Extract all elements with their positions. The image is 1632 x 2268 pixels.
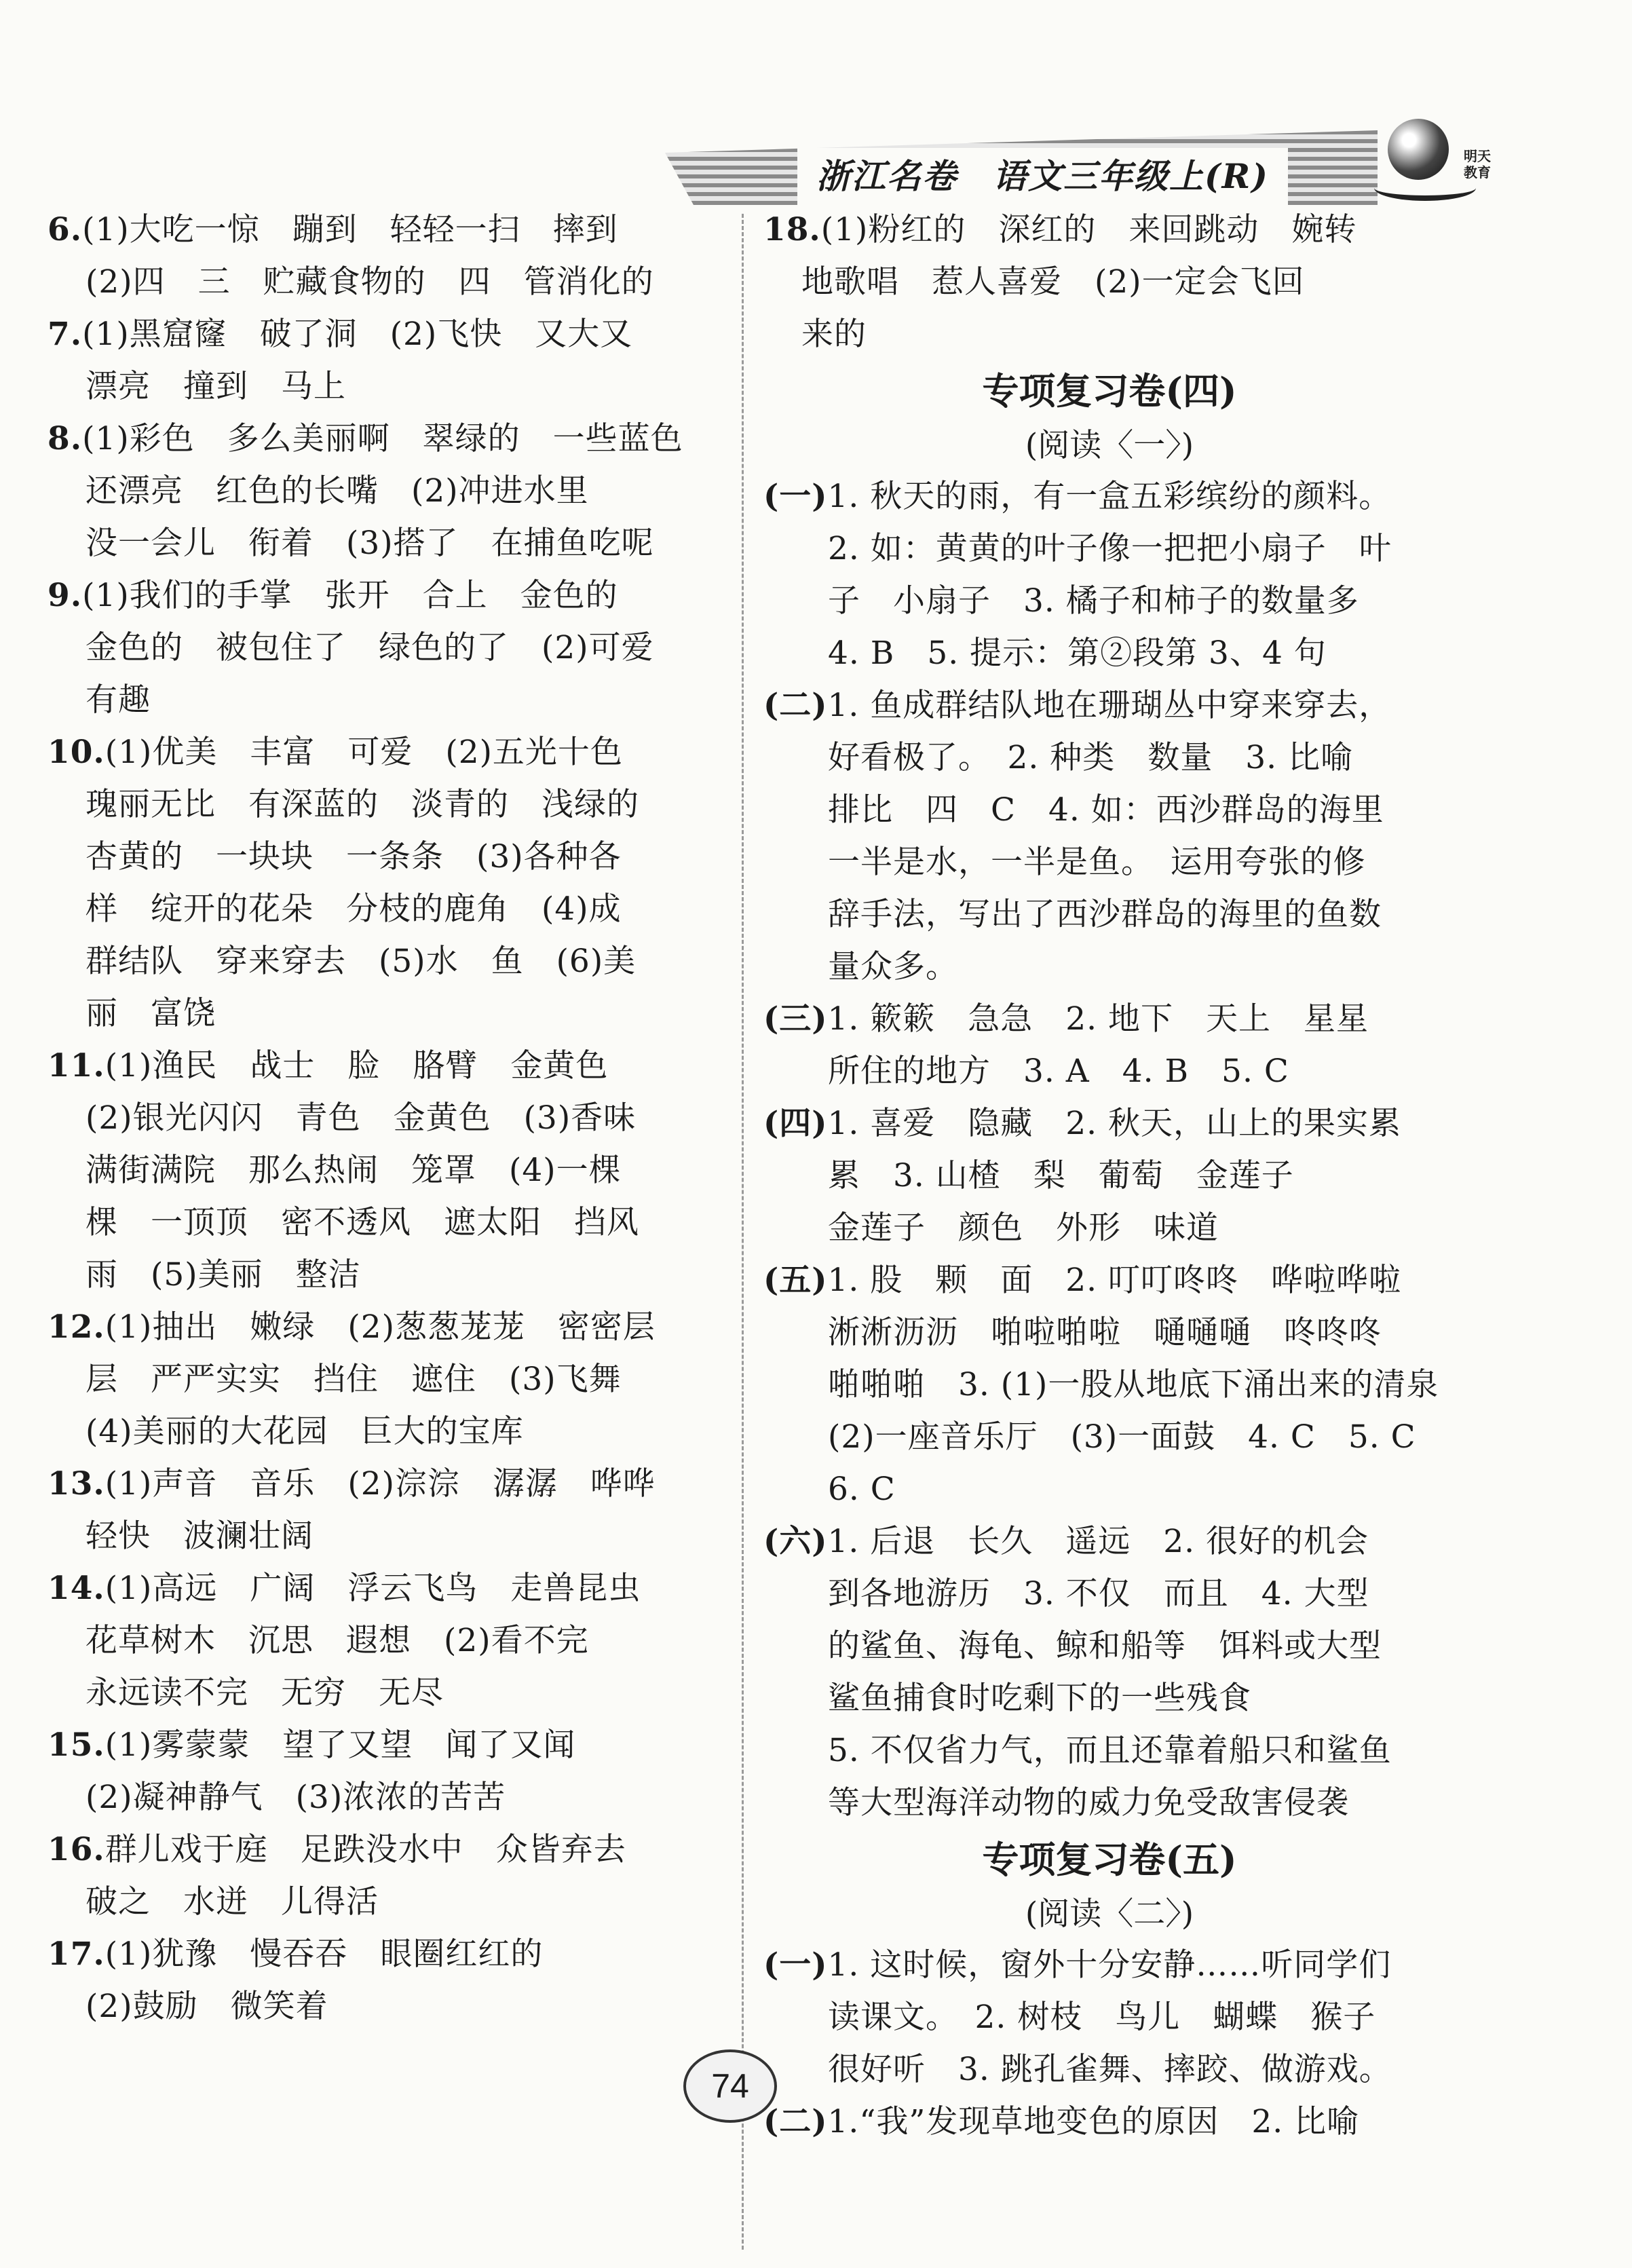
question-number: 6.	[48, 211, 83, 248]
question-number: (五)	[763, 1262, 828, 1299]
logo-ball-icon	[1388, 119, 1449, 180]
answer-text: 永远读不完 无穷 无尽	[86, 1674, 444, 1712]
question-number: (三)	[763, 1000, 828, 1038]
answer-line	[48, 1092, 706, 1144]
answer-line	[763, 1939, 1456, 1991]
answer-line	[763, 888, 1456, 941]
answer-line	[763, 1620, 1456, 1672]
answer-line	[48, 1823, 706, 1876]
answer-text: 1.“我”发现草地变色的原因 2. 比喻	[827, 2103, 1360, 2140]
question-number: 9.	[48, 577, 83, 614]
answer-line	[48, 204, 706, 256]
question-number: (六)	[763, 1523, 828, 1560]
answer-line	[48, 413, 706, 465]
answer-text: 满街满院 那么热闹 笼罩 (4)一棵	[86, 1152, 622, 1189]
answer-line	[48, 1405, 706, 1458]
answer-text: 有趣	[86, 681, 151, 719]
answer-line	[48, 1510, 706, 1562]
answer-line	[763, 1777, 1456, 1829]
answer-text: 没一会儿 衔着 (3)搭了 在捕鱼吃呢	[86, 525, 654, 562]
answer-text: 层 严严实实 挡住 遮住 (3)飞舞	[86, 1361, 622, 1398]
answer-line	[48, 622, 706, 674]
answer-line	[763, 1306, 1456, 1359]
answer-text: 2. 如：黄黄的叶子像一把把小扇子 叶	[828, 530, 1392, 567]
answer-line	[763, 1411, 1456, 1463]
question-number: 16.	[48, 1831, 105, 1868]
left-column	[48, 204, 706, 2033]
answer-text: 所住的地方 3. A 4. B 5. C	[828, 1053, 1289, 1090]
answer-line	[763, 784, 1456, 836]
question-number: 15.	[48, 1726, 105, 1764]
answer-text: 5. 不仅省力气，而且还靠着船只和鲨鱼	[828, 1732, 1392, 1769]
answer-line	[763, 1150, 1456, 1202]
answer-text: (1)彩色 多么美丽啊 翠绿的 一些蓝色	[82, 420, 683, 457]
answer-line	[48, 256, 706, 308]
answer-line	[48, 831, 706, 883]
answer-text: (1)犹豫 慢吞吞 眼圈红红的	[105, 1935, 544, 1973]
answer-text: 辞手法，写出了西沙群岛的海里的鱼数	[828, 896, 1382, 933]
question-number: 14.	[48, 1570, 105, 1607]
question-number: 17.	[48, 1935, 105, 1973]
answer-line	[763, 1045, 1456, 1097]
answer-text: (1)高远 广阔 浮云飞鸟 走兽昆虫	[105, 1570, 641, 1607]
answer-text: 1. 股 颗 面 2. 叮叮咚咚 哗啦哗啦	[827, 1262, 1402, 1299]
answer-text: 金莲子 颜色 外形 味道	[828, 1209, 1219, 1247]
answer-text: 雨 (5)美丽 整洁	[86, 1256, 361, 1293]
section-subtitle: (阅读〈一〉)	[1025, 427, 1194, 464]
answer-text: (1)大吃一惊 蹦到 轻轻一扫 摔到	[82, 211, 618, 248]
answer-line	[48, 308, 706, 360]
answer-line	[763, 1097, 1456, 1150]
answer-text: 花草树木 沉思 遐想 (2)看不完	[86, 1622, 589, 1659]
answer-text: 杏黄的 一块块 一条条 (3)各种各	[86, 838, 622, 875]
answer-line	[763, 308, 1456, 360]
question-number: (四)	[763, 1105, 828, 1142]
answer-line	[763, 470, 1456, 523]
question-number: 7.	[48, 316, 83, 353]
answer-text: 啪啪啪 3. (1)一股从地底下涌出来的清泉	[828, 1366, 1439, 1403]
answer-line	[48, 517, 706, 569]
answer-text: 还漂亮 红色的长嘴 (2)冲进水里	[86, 472, 589, 510]
question-number: (二)	[763, 687, 828, 724]
answer-line	[48, 1614, 706, 1667]
answer-text: 读课文。 2. 树枝 鸟儿 蝴蝶 猴子	[828, 1999, 1376, 2036]
answer-text: 等大型海洋动物的威力免受敌害侵袭	[828, 1784, 1349, 1821]
answer-text: 的鲨鱼、海龟、鲸和船等 饵料或大型	[828, 1627, 1382, 1665]
answer-text: 一半是水，一半是鱼。 运用夸张的修	[828, 844, 1366, 881]
answer-text: 1. 这时候，窗外十分安静……听同学们	[827, 1946, 1392, 1984]
answer-line	[48, 1144, 706, 1196]
answer-text: (2)鼓励 微笑着	[86, 1988, 328, 2025]
answer-line	[763, 1515, 1456, 1568]
answer-line	[48, 1040, 706, 1092]
answer-text: 1. 鱼成群结队地在珊瑚丛中穿来穿去，	[827, 687, 1392, 724]
question-number: (一)	[763, 1946, 828, 1984]
answer-line	[48, 1719, 706, 1771]
answer-line	[48, 1667, 706, 1719]
answer-line	[48, 1876, 706, 1928]
question-number: 10.	[48, 734, 105, 771]
answer-text: 1. 簌簌 急急 2. 地下 天上 星星	[827, 1000, 1369, 1038]
answer-line	[763, 204, 1456, 256]
question-number: 12.	[48, 1308, 105, 1346]
answer-line	[763, 941, 1456, 993]
answer-text: 群儿戏于庭 足跌没水中 众皆弃去	[105, 1831, 626, 1868]
answer-text: 量众多。	[828, 948, 958, 985]
answer-line	[48, 465, 706, 517]
answer-text: 样 绽开的花朵 分枝的鹿角 (4)成	[86, 890, 622, 928]
answer-line	[763, 575, 1456, 627]
answer-line	[763, 1359, 1456, 1411]
page-header	[651, 102, 1520, 217]
answer-text: 子 小扇子 3. 橘子和柿子的数量多	[828, 582, 1359, 620]
answer-line	[48, 1196, 706, 1249]
answer-text: 漂亮 撞到 马上	[86, 368, 346, 405]
answer-line	[48, 987, 706, 1040]
answer-text: 累 3. 山楂 梨 葡萄 金莲子	[828, 1157, 1294, 1194]
answer-line	[48, 1353, 706, 1405]
answer-text: 排比 四 C 4. 如：西沙群岛的海里	[828, 791, 1384, 829]
answer-text: 1. 喜爱 隐藏 2. 秋天，山上的果实累	[827, 1105, 1402, 1142]
answer-line	[763, 2043, 1456, 2096]
answer-line	[763, 256, 1456, 308]
answer-text: 棵 一顶顶 密不透风 遮太阳 挡风	[86, 1204, 639, 1241]
answer-text: (1)粉红的 深红的 来回跳动 婉转	[820, 211, 1357, 248]
answer-text: 1. 秋天的雨，有一盒五彩缤纷的颜料。	[827, 478, 1392, 515]
question-number: (一)	[763, 478, 828, 515]
logo-swoosh-icon	[1374, 175, 1476, 201]
question-number: 8.	[48, 420, 83, 457]
answer-text: 来的	[801, 316, 867, 353]
answer-text: 地歌唱 惹人喜爱 (2)一定会飞回	[801, 263, 1305, 301]
answer-line	[48, 569, 706, 622]
answer-line	[763, 1724, 1456, 1777]
answer-text: 好看极了。 2. 种类 数量 3. 比喻	[828, 739, 1354, 776]
answer-text: (1)渔民 战士 脸 胳臂 金黄色	[105, 1047, 609, 1084]
answer-text: 4. B 5. 提示：第②段第 3、4 句	[828, 635, 1327, 672]
answer-text: (2)一座音乐厅 (3)一面鼓 4. C 5. C	[828, 1418, 1416, 1456]
answer-text: 丽 富饶	[86, 995, 216, 1032]
answer-text: 鲨鱼捕食时吃剩下的一些残食	[828, 1680, 1251, 1717]
question-number: 13.	[48, 1465, 105, 1502]
answer-line	[48, 1928, 706, 1980]
answer-line	[763, 1672, 1456, 1724]
answer-line	[48, 883, 706, 935]
section-title: 专项复习卷(四)	[982, 369, 1237, 413]
logo-brand-text: 明天教育	[1464, 148, 1491, 181]
answer-text: (2)凝神静气 (3)浓浓的苦苦	[86, 1779, 506, 1816]
answer-text: (1)我们的手掌 张开 合上 金色的	[82, 577, 618, 614]
answer-text: 轻快 波澜壮阔	[86, 1517, 314, 1555]
answer-line	[763, 1463, 1456, 1515]
answer-text: (1)抽出 嫩绿 (2)葱葱茏茏 密密层	[105, 1308, 656, 1346]
answer-line	[763, 679, 1456, 732]
answer-text: (2)银光闪闪 青色 金黄色 (3)香味	[86, 1099, 637, 1137]
answer-text: 淅淅沥沥 啪啦啪啦 嗵嗵嗵 咚咚咚	[828, 1314, 1382, 1351]
answer-text: (1)声音 音乐 (2)淙淙 潺潺 哗哗	[105, 1465, 656, 1502]
answer-text: (2)四 三 贮藏食物的 四 管消化的	[86, 263, 654, 301]
answer-line	[48, 1458, 706, 1510]
answer-line	[48, 1771, 706, 1823]
answer-line	[763, 836, 1456, 888]
question-number: 11.	[48, 1047, 105, 1084]
answer-line	[763, 993, 1456, 1045]
answer-line	[48, 1301, 706, 1353]
answer-line	[48, 1562, 706, 1614]
answer-line	[48, 1249, 706, 1301]
answer-text: (1)优美 丰富 可爱 (2)五光十色	[105, 734, 623, 771]
right-column	[763, 204, 1456, 2148]
answer-line	[763, 1991, 1456, 2043]
answer-text: 1. 后退 长久 遥远 2. 很好的机会	[827, 1523, 1369, 1560]
answer-line	[763, 523, 1456, 575]
question-number: (二)	[763, 2103, 828, 2140]
section-subtitle: (阅读〈二〉)	[1025, 1895, 1194, 1933]
answer-text: 群结队 穿来穿去 (5)水 鱼 (6)美	[86, 943, 637, 980]
answer-text: (4)美丽的大花园 巨大的宝库	[86, 1413, 524, 1450]
question-number: 18.	[763, 211, 821, 248]
answer-line	[763, 1254, 1456, 1306]
section-title: 专项复习卷(五)	[982, 1838, 1237, 1881]
answer-text: 金色的 被包住了 绿色的了 (2)可爱	[86, 629, 654, 666]
answer-line	[763, 732, 1456, 784]
answer-line	[48, 1980, 706, 2033]
answer-text: 6. C	[828, 1471, 896, 1508]
answer-line	[763, 2096, 1456, 2148]
answer-line	[48, 935, 706, 987]
book-title: 浙江名卷 语文三年级上(R)	[797, 148, 1288, 205]
answer-text: (1)雾蒙蒙 望了又望 闻了又闻	[105, 1726, 576, 1764]
answer-text: (1)黑窟窿 破了洞 (2)飞快 又大又	[82, 316, 633, 353]
answer-text: 破之 水迸 儿得活	[86, 1883, 379, 1921]
publisher-logo	[1374, 115, 1496, 217]
answer-line	[48, 778, 706, 831]
answer-line	[48, 726, 706, 778]
answer-line	[763, 1568, 1456, 1620]
answer-text: 很好听 3. 跳孔雀舞、摔跤、做游戏。	[828, 2051, 1392, 2088]
answer-text: 瑰丽无比 有深蓝的 淡青的 浅绿的	[86, 786, 639, 823]
column-divider	[742, 214, 744, 2250]
answer-line	[48, 360, 706, 413]
page-number: 74	[683, 2049, 777, 2123]
answer-line	[763, 1202, 1456, 1254]
answer-line	[763, 627, 1456, 679]
answer-line	[48, 674, 706, 726]
answer-text: 到各地游历 3. 不仅 而且 4. 大型	[828, 1575, 1369, 1612]
